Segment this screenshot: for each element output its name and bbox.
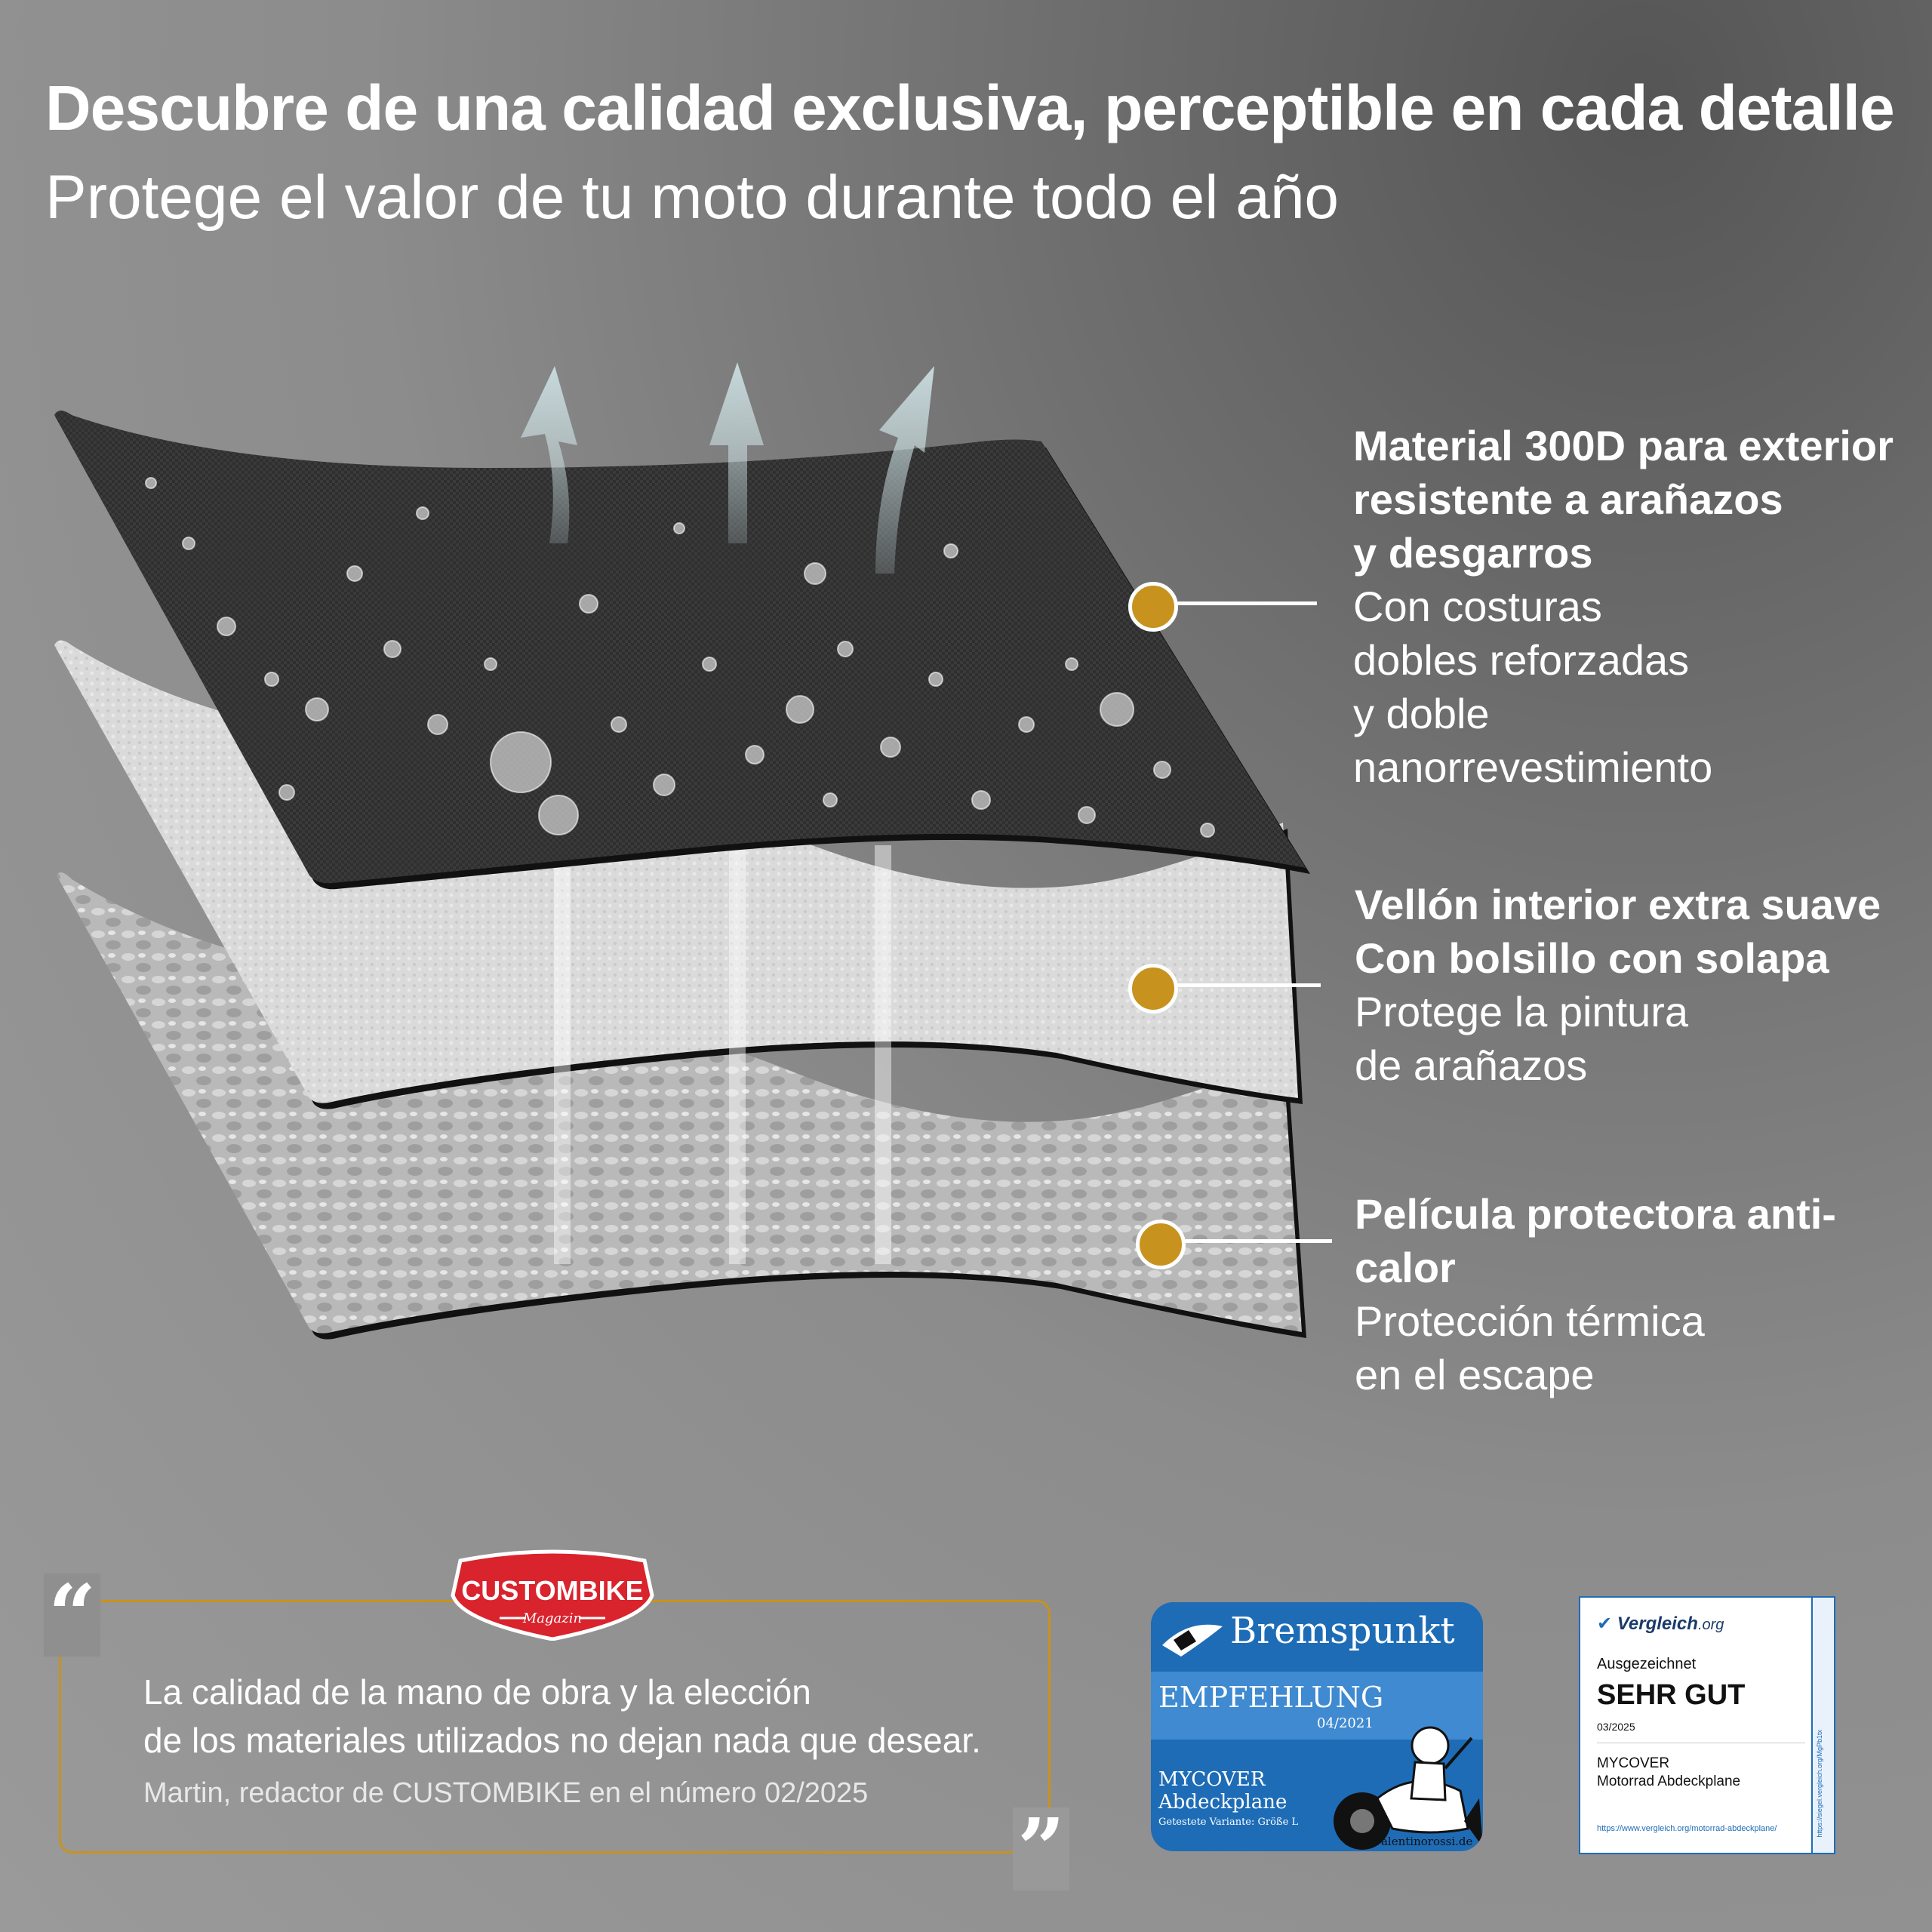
custombike-logo	[447, 1547, 658, 1641]
feature-desc-line: nanorrevestimiento	[1353, 743, 1713, 791]
page-subtitle: Protege el valor de tu moto durante todo el año	[45, 163, 1340, 232]
vergleich-logo	[1597, 1613, 1724, 1635]
feature-title-line: y desgarros	[1353, 529, 1593, 577]
vergleich-logo-suffix: .org	[1697, 1617, 1724, 1633]
custombike-sub: Magazin	[522, 1611, 583, 1626]
quote-line: de los materiales utilizados no dejan nada que desear.	[143, 1721, 981, 1760]
quote-text	[143, 1668, 981, 1764]
bremspunkt-title: Bremspunkt	[1230, 1610, 1455, 1652]
vergleich-url: https://www.vergleich.org/motorrad-abdeckplane/	[1597, 1824, 1777, 1833]
vergleich-side-strip	[1811, 1598, 1834, 1853]
callout-line-foil	[1185, 1239, 1332, 1243]
callout-dot-foil	[1136, 1220, 1186, 1269]
quote-author: Martin, redactor de CUSTOMBIKE en el número 02/2025	[143, 1777, 869, 1809]
vergleich-product	[1597, 1755, 1740, 1791]
checkered-flag-icon	[1158, 1611, 1226, 1664]
feature-foil	[1355, 1187, 1932, 1401]
vergleich-product-line: Motorrad Abdeckplane	[1597, 1774, 1741, 1789]
callout-dot-outer-fabric	[1128, 582, 1178, 632]
feature-title-line: Con bolsillo con solapa	[1355, 934, 1829, 982]
vergleich-badge	[1579, 1596, 1835, 1854]
callout-dot-fleece	[1128, 964, 1178, 1014]
feature-title-line: resistente a arañazos	[1353, 475, 1783, 523]
feature-title-line: Vellón interior extra suave	[1355, 881, 1881, 928]
callout-line-outer-fabric	[1177, 601, 1317, 605]
vergleich-side-url: https://siegel.vergleich.org/MgPb1tx	[1816, 1730, 1823, 1838]
vergleich-product-line: MYCOVER	[1597, 1755, 1670, 1771]
bremspunkt-product	[1158, 1768, 1287, 1814]
bremspunkt-badge	[1151, 1602, 1483, 1851]
vergleich-awarded: Ausgezeichnet	[1597, 1656, 1697, 1672]
feature-fleece	[1355, 878, 1881, 1092]
quote-line: La calidad de la mano de obra y la elección	[143, 1672, 811, 1712]
vergleich-grade: SEHR GUT	[1597, 1679, 1746, 1711]
bremspunkt-date: 04/2021	[1317, 1715, 1374, 1731]
feature-desc-line: Protección térmica	[1355, 1297, 1705, 1345]
quote-close-mark: ”	[1013, 1807, 1069, 1890]
bremspunkt-variant: Getestete Variante: Größe L	[1158, 1817, 1299, 1828]
rider-cartoon-icon	[1317, 1715, 1483, 1851]
feature-desc-line: de arañazos	[1355, 1041, 1588, 1089]
quote-open-mark: “	[44, 1574, 100, 1657]
bremspunkt-url: www.valentinorossi.de	[1343, 1835, 1473, 1848]
check-circle-icon: ✔	[1597, 1614, 1613, 1634]
bremspunkt-label: EMPFEHLUNG	[1158, 1681, 1384, 1714]
callout-line-fleece	[1177, 983, 1321, 987]
feature-outer-fabric	[1353, 419, 1894, 794]
feature-desc-line: Protege la pintura	[1355, 988, 1689, 1035]
bremspunkt-product-line: Abdeckplane	[1158, 1791, 1287, 1814]
feature-desc-line: dobles reforzadas	[1353, 636, 1690, 684]
vergleich-logo-text: Vergleich	[1617, 1614, 1698, 1634]
feature-title-line: Material 300D para exterior	[1353, 422, 1894, 469]
page-title: Descubre de una calidad exclusiva, perceptible en cada detalle	[45, 72, 1894, 143]
feature-desc-line: en el escape	[1355, 1351, 1595, 1398]
bremspunkt-product-line: MYCOVER	[1158, 1768, 1266, 1791]
feature-desc-line: Con costuras	[1353, 583, 1602, 630]
vergleich-date: 03/2025	[1597, 1721, 1635, 1733]
feature-desc-line: y doble	[1353, 690, 1490, 737]
feature-title-line: Película protectora anti-calor	[1355, 1190, 1836, 1291]
custombike-name: CUSTOMBIKE	[461, 1575, 644, 1606]
